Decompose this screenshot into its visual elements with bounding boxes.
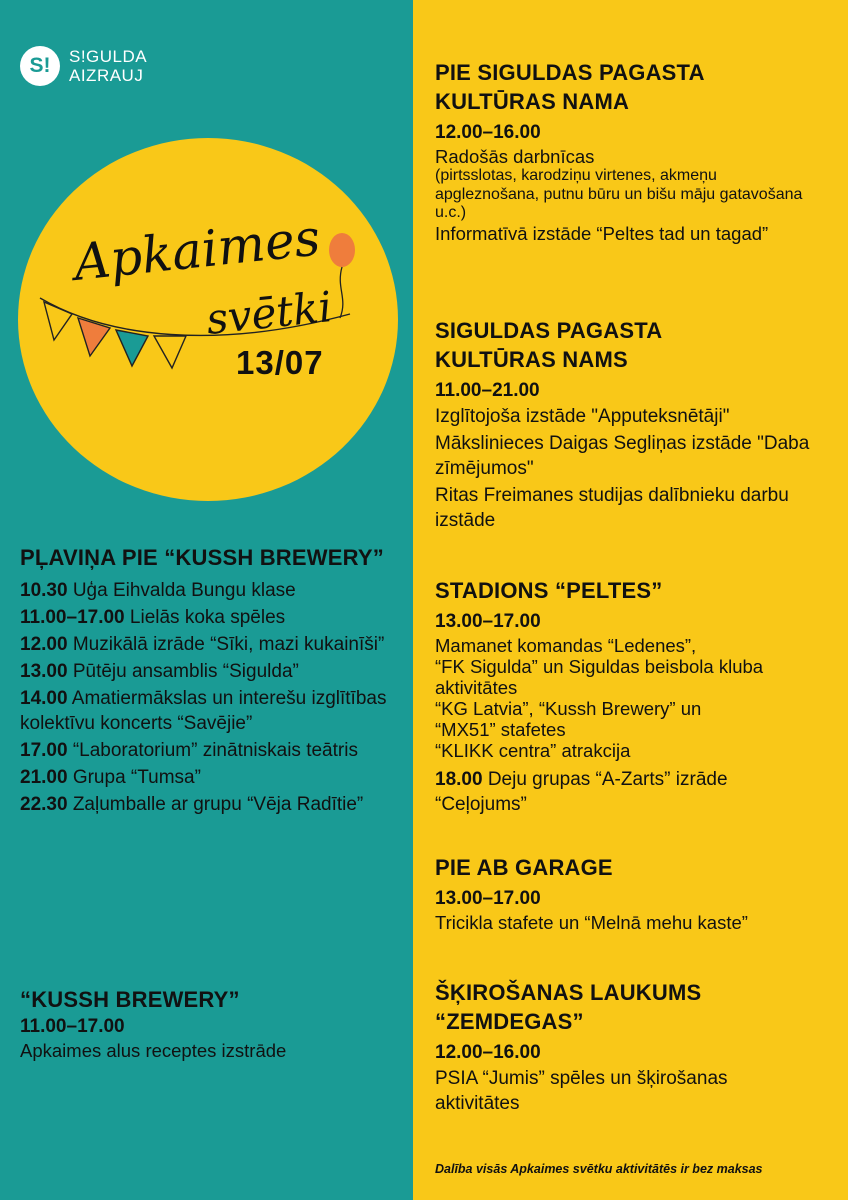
schedule-row: [20, 686, 410, 736]
event-date: 13/07: [236, 344, 324, 381]
bunting-flag: [116, 330, 148, 366]
schedule-row: [435, 767, 795, 817]
activity: Uģa Eihvalda Bungu klase: [72, 580, 296, 601]
time: 11.00–17.00: [20, 1016, 125, 1037]
activity: Mākslinieces Daigas Segliņas izstāde "Daba zīmējumos": [435, 433, 810, 479]
footer-note: Dalība visās Apkaimes svētku aktivitātēs ir bez maksas: [435, 1162, 763, 1176]
section-stadions: [435, 576, 835, 819]
schedule-row: [20, 632, 410, 657]
time: 22.30: [20, 794, 68, 815]
activity: Deju grupas “A-Zarts” izrāde “Ceļojums”: [435, 769, 728, 815]
section-title-line-2: “ZEMDEGAS”: [435, 1009, 584, 1034]
section-plavina: [20, 543, 410, 819]
section-brewery: [20, 985, 410, 1061]
activity: Apkaimes alus receptes izstrāde: [20, 1040, 287, 1061]
activity: Ritas Freimanes studijas dalībnieku darbu izstāde: [435, 485, 789, 531]
section-title: PIE AB GARAGE: [435, 855, 613, 880]
bunting-flag: [154, 336, 186, 368]
section-zemdegas: [435, 978, 835, 1118]
time: 11.00–21.00: [435, 380, 540, 401]
section-ab-garage: [435, 853, 845, 933]
activity: Mamanet komandas “Ledenes”,: [435, 635, 697, 656]
schedule-row: [20, 738, 410, 763]
section-pie-kulturas-nama: [435, 58, 835, 244]
section-title: STADIONS “PELTES”: [435, 578, 663, 603]
section-title-line-1: PIE SIGULDAS PAGASTA: [435, 60, 705, 85]
section-title-line-1: ŠĶIROŠANAS LAUKUMS: [435, 980, 702, 1005]
activity: “FK Sigulda” un Siguldas beisbola kluba aktivitātes: [435, 656, 764, 698]
activity: PSIA “Jumis” spēles un šķirošanas aktivitātes: [435, 1068, 728, 1114]
time: 18.00: [435, 769, 483, 790]
section-title-line-2: KULTŪRAS NAMA: [435, 89, 630, 114]
hero-title-line-2: svētki: [203, 282, 335, 344]
activity: “KLIKK centra” atrakcija: [435, 740, 631, 761]
activity: Tricikla stafete un “Melnā mehu kaste”: [435, 912, 748, 933]
schedule-list: [20, 578, 410, 817]
schedule-row: [20, 765, 410, 790]
bunting-flag: [44, 302, 72, 340]
logo-line-1: S!GULDA: [69, 47, 148, 66]
activity: Informatīvā izstāde “Peltes tad un tagad”: [435, 222, 769, 244]
activity: Radošās darbnīcas: [435, 146, 595, 167]
hero-circle: [18, 138, 398, 501]
activity: Izglītojoša izstāde "Apputeksnētāji": [435, 406, 730, 427]
schedule-row: [20, 792, 410, 817]
bunting-balloon-illustration: [18, 138, 398, 501]
schedule-row: [20, 578, 410, 603]
activity: Pūtēju ansamblis “Sigulda”: [72, 661, 299, 682]
activity: “KG Latvia”, “Kussh Brewery” un “MX51” stafetes: [435, 698, 702, 740]
activity: “Laboratorium” zinātniskais teātris: [72, 740, 358, 761]
time: 13.00–17.00: [435, 611, 541, 632]
section-title: PĻAVIŅA PIE “KUSSH BREWERY”: [20, 545, 384, 570]
section-kulturas-nams: [435, 316, 835, 535]
time: 12.00–16.00: [435, 1042, 541, 1063]
sigulda-logo: [20, 46, 147, 86]
section-title: “KUSSH BREWERY”: [20, 987, 240, 1012]
schedule-row: [20, 659, 410, 684]
section-title-line-1: SIGULDAS PAGASTA: [435, 318, 663, 343]
time: 14.00: [20, 688, 68, 709]
schedule-row: [20, 605, 410, 630]
logo-line-2: AIZRAUJ: [69, 66, 144, 85]
time: 12.00: [20, 634, 68, 655]
balloon-icon: [329, 233, 355, 267]
activity: Amatiermākslas un interešu izglītības kolektīvu koncerts “Savējie”: [20, 688, 387, 734]
activity: Lielās koka spēles: [129, 607, 286, 628]
time: 21.00: [20, 767, 68, 788]
time: 13.00: [20, 661, 68, 682]
time: 10.30: [20, 580, 68, 601]
time: 17.00: [20, 740, 68, 761]
hero-title-line-1: Apkaimes: [71, 208, 323, 292]
section-title-line-2: KULTŪRAS NAMS: [435, 347, 628, 372]
logo-mark: S!: [20, 46, 60, 86]
activity-note: (pirtsslotas, karodziņu virtenes, akmeņu apgleznošana, putnu būru un bišu māju gatavošana u.c.): [435, 167, 803, 221]
activity: Zaļumballe ar grupu “Vēja Radītie”: [72, 794, 364, 815]
activity: Muzikālā izrāde “Sīki, mazi kukainīši”: [72, 634, 385, 655]
activity: Grupa “Tumsa”: [72, 767, 201, 788]
time: 11.00–17.00: [20, 607, 125, 628]
time: 13.00–17.00: [435, 888, 541, 909]
time: 12.00–16.00: [435, 122, 541, 143]
